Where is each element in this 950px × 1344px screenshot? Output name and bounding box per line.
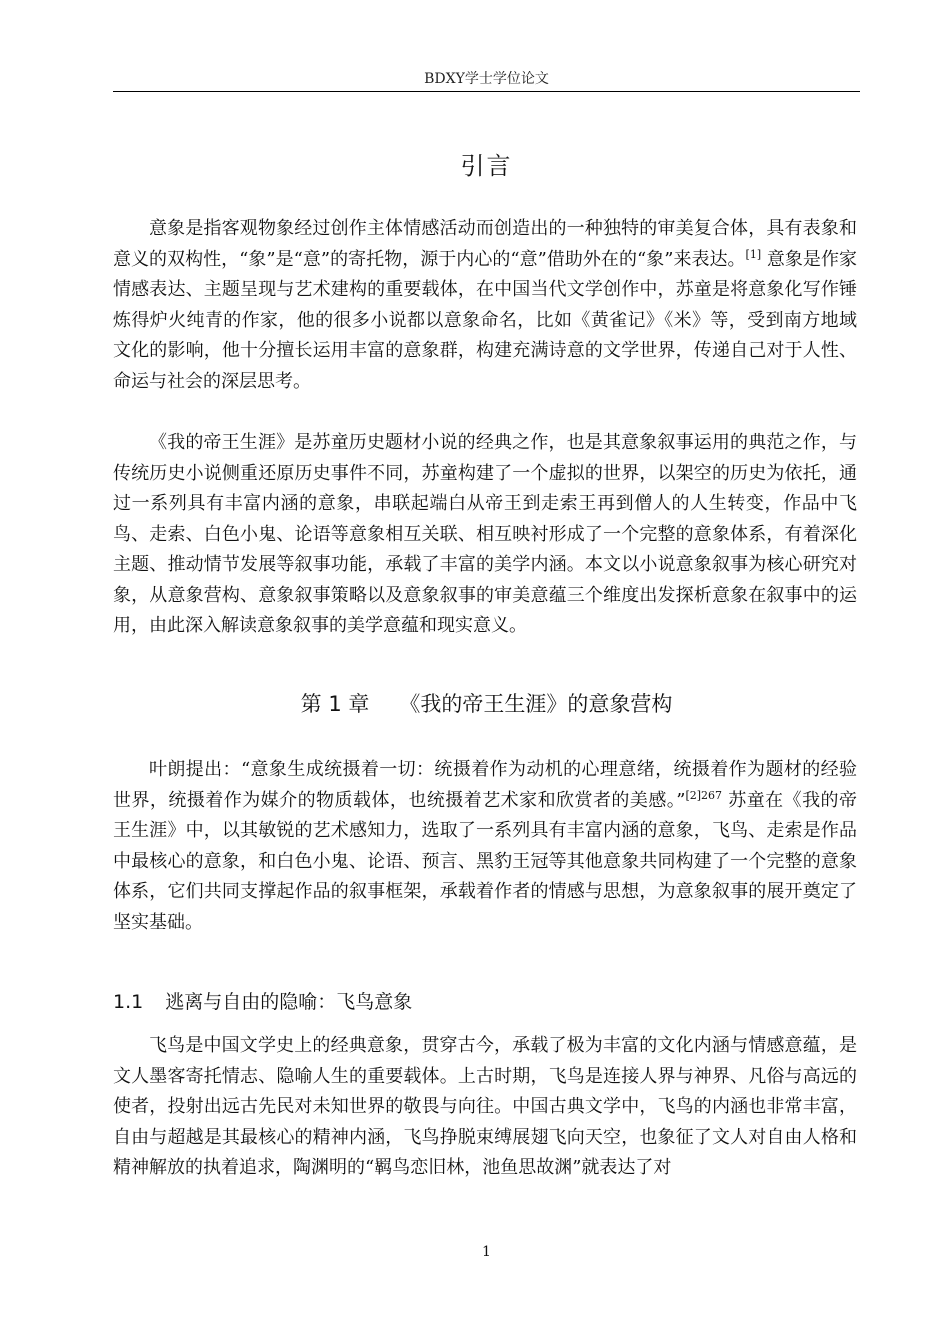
chapter-1-number: 第 1 章 [300, 692, 370, 716]
section-1-1-paragraph-1: 飞鸟是中国文学史上的经典意象，贯穿古今，承载了极为丰富的文化内涵与情感意蕴，是文人墨客寄托情志、隐喻人生的重要载体。上古时期，飞鸟是连接人界与神界、凡俗与高远的使者，投射出远古先民对未知世界的敬畏与向往。中国古典文学中，飞鸟的内涵也非常丰富，自由与超越是其最核心的精神内涵，飞鸟挣脱束缚展翅飞向天空，也象征了文人对自由人格和精神解放的执着追求，陶渊明的“羁鸟恋旧林，池鱼思故渊”就表达了对 [113, 1035, 857, 1178]
citation-ref-1: [1] [745, 247, 762, 261]
running-header: BDXY学士学位论文 [424, 71, 549, 87]
intro-paragraph-1-text-b: 意象是作家情感表达、主题呈现与艺术建构的重要载体，在中国当代文学创作中，苏童是将意象化写作锤炼得炉火纯青的作家，他的很多小说都以意象命名，比如《黄雀记》《米》等，受到南方地域文化的影响，他十分擅长运用丰富的意象群，构建充满诗意的文学世界，传递自己对于人性、命运与社会的深层思考。 [113, 248, 857, 392]
chapter-1-paragraph-1-text-a: 叶朗提出：“意象生成统摄着一切：统摄着作为动机的心理意绪，统摄着作为题材的经验世界，统摄着作为媒介的物质载体，也统摄着艺术家和欣赏者的美感。” [113, 759, 857, 811]
chapter-1-paragraph-1 [113, 755, 857, 938]
chapter-1-heading [113, 688, 860, 718]
section-1-1-number: 1.1 [113, 991, 144, 1013]
intro-title: 引言 [460, 152, 513, 180]
citation-ref-2: [2]267 [685, 788, 723, 802]
section-1-1-heading [113, 987, 412, 1014]
intro-paragraph-1-text-a: 意象是指客观物象经过创作主体情感活动而创造出的一种独特的审美复合体，具有表象和意义的双构性，“象”是“意”的寄托物，源于内心的“意”借助外在的“象”来表达。 [113, 218, 857, 270]
header-rule [113, 91, 860, 92]
intro-paragraph-2: 《我的帝王生涯》是苏童历史题材小说的经典之作，也是其意象叙事运用的典范之作，与传统历史小说侧重还原历史事件不同，苏童构建了一个虚拟的世界，以架空的历史为依托，通过一系列具有丰富内涵的意象，串联起端白从帝王到走索王再到僧人的人生转变，作品中飞鸟、走索、白色小鬼、论语等意象相互关联、相互映衬形成了一个完整的意象体系，有着深化主题、推动情节发展等叙事功能，承载了丰富的美学内涵。本文以小说意象叙事为核心研究对象，从意象营构、意象叙事策略以及意象叙事的审美意蕴三个维度出发探析意象在叙事中的运用，由此深入解读意象叙事的美学意蕴和现实意义。 [113, 432, 857, 636]
chapter-1-paragraph-1-text-b: 苏童在《我的帝王生涯》中，以其敏锐的艺术感知力，选取了一系列具有丰富内涵的意象，飞鸟、走索是作品中最核心的意象，和白色小鬼、论语、预言、黑豹王冠等其他意象共同构建了一个完整的意象体系，它们共同支撑起作品的叙事框架，承载着作者的情感与思想，为意象叙事的展开奠定了坚实基础。 [113, 789, 857, 933]
section-1-1-title: 逃离与自由的隐喻：飞鸟意象 [165, 991, 413, 1013]
page-number: 1 [482, 1244, 491, 1260]
chapter-1-title: 《我的帝王生涯》的意象营构 [399, 692, 673, 716]
intro-paragraph-1 [113, 214, 857, 397]
